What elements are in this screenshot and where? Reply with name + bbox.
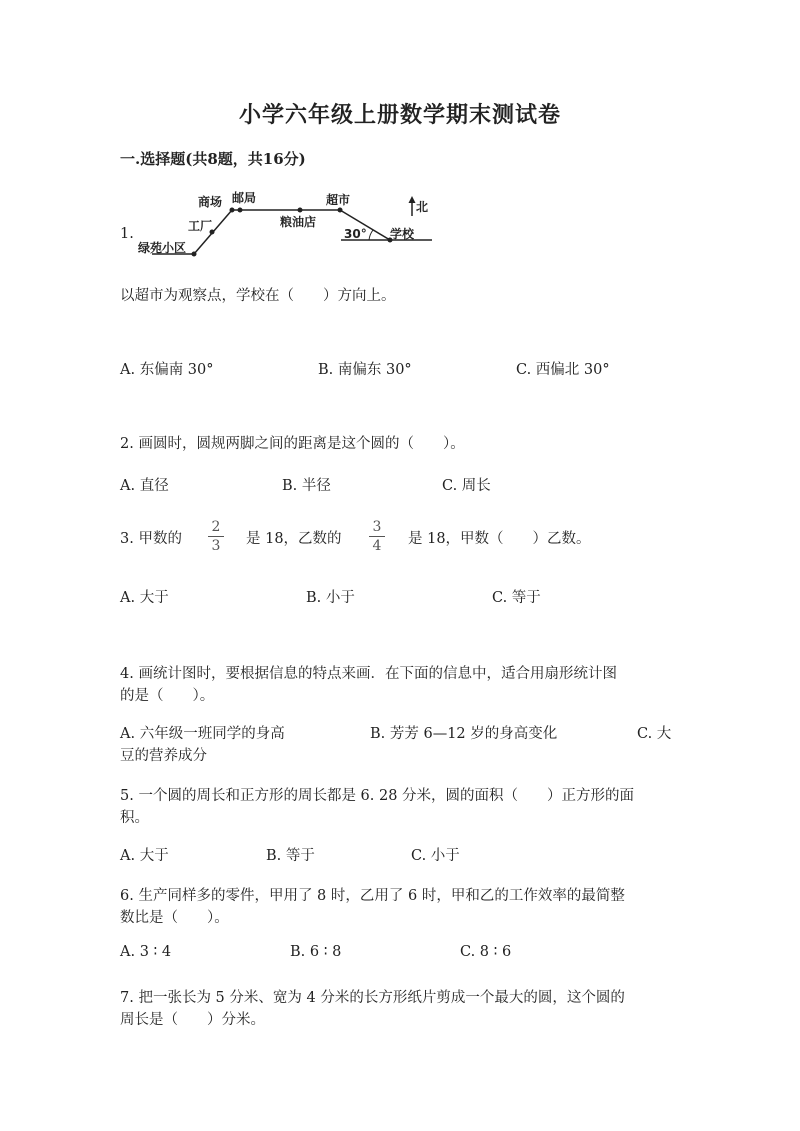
- fraction-bar: [208, 536, 224, 537]
- q1-option-c[interactable]: C. 西偏北 30°: [516, 362, 610, 378]
- fraction-bar: [369, 536, 385, 537]
- q4-option-b[interactable]: B. 芳芳 6—12 岁的身高变化: [370, 726, 558, 742]
- label-lvyuan: 绿苑小区: [138, 241, 187, 255]
- q6-text-line1: 6. 生产同样多的零件，甲用了 8 时，乙用了 6 时，甲和乙的工作效率的最简整: [120, 888, 625, 904]
- q6-option-a[interactable]: A. 3 ∶ 4: [120, 944, 172, 960]
- q5-text-line2: 积。: [120, 810, 149, 826]
- q4-option-a[interactable]: A. 六年级一班同学的身高: [120, 726, 285, 742]
- q3-fraction-2: [369, 519, 385, 554]
- label-liangyoudian: 粮油店: [280, 215, 317, 229]
- q5-option-c[interactable]: C. 小于: [411, 848, 460, 864]
- q3-text-part2: 是 18，乙数的: [246, 531, 342, 547]
- q3-fraction-1: [208, 519, 224, 554]
- point-youju: [238, 208, 243, 213]
- q2-option-c[interactable]: C. 周长: [442, 478, 491, 494]
- q5-option-b[interactable]: B. 等于: [266, 848, 315, 864]
- angle-arc: [369, 230, 373, 240]
- q3-option-b[interactable]: B. 小于: [306, 590, 355, 606]
- q5-option-a[interactable]: A. 大于: [120, 848, 169, 864]
- q6-option-c[interactable]: C. 8 ∶ 6: [460, 944, 512, 960]
- fraction-numerator: 2: [211, 519, 221, 535]
- q4-text-line2: 的是（ ）。: [120, 688, 215, 704]
- q2-option-b[interactable]: B. 半径: [282, 478, 331, 494]
- q4-text-line1: 4. 画统计图时，要根据信息的特点来画．在下面的信息中，适合用扇形统计图: [120, 666, 617, 682]
- q2-text: 2. 画圆时，圆规两脚之间的距离是这个圆的（ ）。: [120, 436, 465, 452]
- label-shangchang: 商场: [198, 195, 223, 209]
- fraction-denominator: 3: [211, 538, 221, 554]
- q3-text-part3: 是 18，甲数（ ）乙数。: [408, 531, 591, 547]
- q6-text-line2: 数比是（ ）。: [120, 910, 229, 926]
- q1-option-b[interactable]: B. 南偏东 30°: [318, 362, 412, 378]
- q4-option-c[interactable]: C. 大: [637, 726, 672, 742]
- label-gongchang: 工厂: [188, 219, 213, 233]
- section-heading: 一.选择题(共8题，共16分): [120, 150, 306, 168]
- q3-option-c[interactable]: C. 等于: [492, 590, 541, 606]
- q1-option-a[interactable]: A. 东偏南 30°: [120, 362, 214, 378]
- q4-option-c-continued[interactable]: 豆的营养成分: [120, 748, 207, 764]
- fraction-numerator: 3: [372, 519, 382, 535]
- q2-option-a[interactable]: A. 直径: [120, 478, 169, 494]
- q1-map-diagram: [136, 186, 446, 266]
- label-angle: 30°: [344, 227, 367, 241]
- q7-text-line2: 周长是（ ）分米。: [120, 1012, 265, 1028]
- q3-option-a[interactable]: A. 大于: [120, 590, 169, 606]
- north-arrow-head: [409, 196, 416, 203]
- q5-text-line1: 5. 一个圆的周长和正方形的周长都是 6. 28 分米，圆的面积（ ）正方形的面: [120, 788, 635, 804]
- point-liangyoudian: [298, 208, 303, 213]
- point-chaoshi: [338, 208, 343, 213]
- label-chaoshi: 超市: [326, 193, 351, 207]
- page-title: 小学六年级上册数学期末测试卷: [238, 102, 561, 128]
- q3-text-part1: 3. 甲数的: [120, 531, 182, 547]
- fraction-denominator: 4: [372, 538, 382, 554]
- q1-text: 以超市为观察点，学校在（ ）方向上。: [120, 288, 396, 304]
- point-shangchang: [230, 208, 235, 213]
- label-youju: 邮局: [232, 191, 257, 205]
- q1-number: 1.: [120, 226, 134, 242]
- q6-option-b[interactable]: B. 6 ∶ 8: [290, 944, 342, 960]
- q7-text-line1: 7. 把一张长为 5 分米、宽为 4 分米的长方形纸片剪成一个最大的圆，这个圆的: [120, 990, 625, 1006]
- label-north: 北: [416, 200, 429, 214]
- label-xuexiao: 学校: [390, 227, 415, 241]
- point-lvyuan: [192, 252, 197, 257]
